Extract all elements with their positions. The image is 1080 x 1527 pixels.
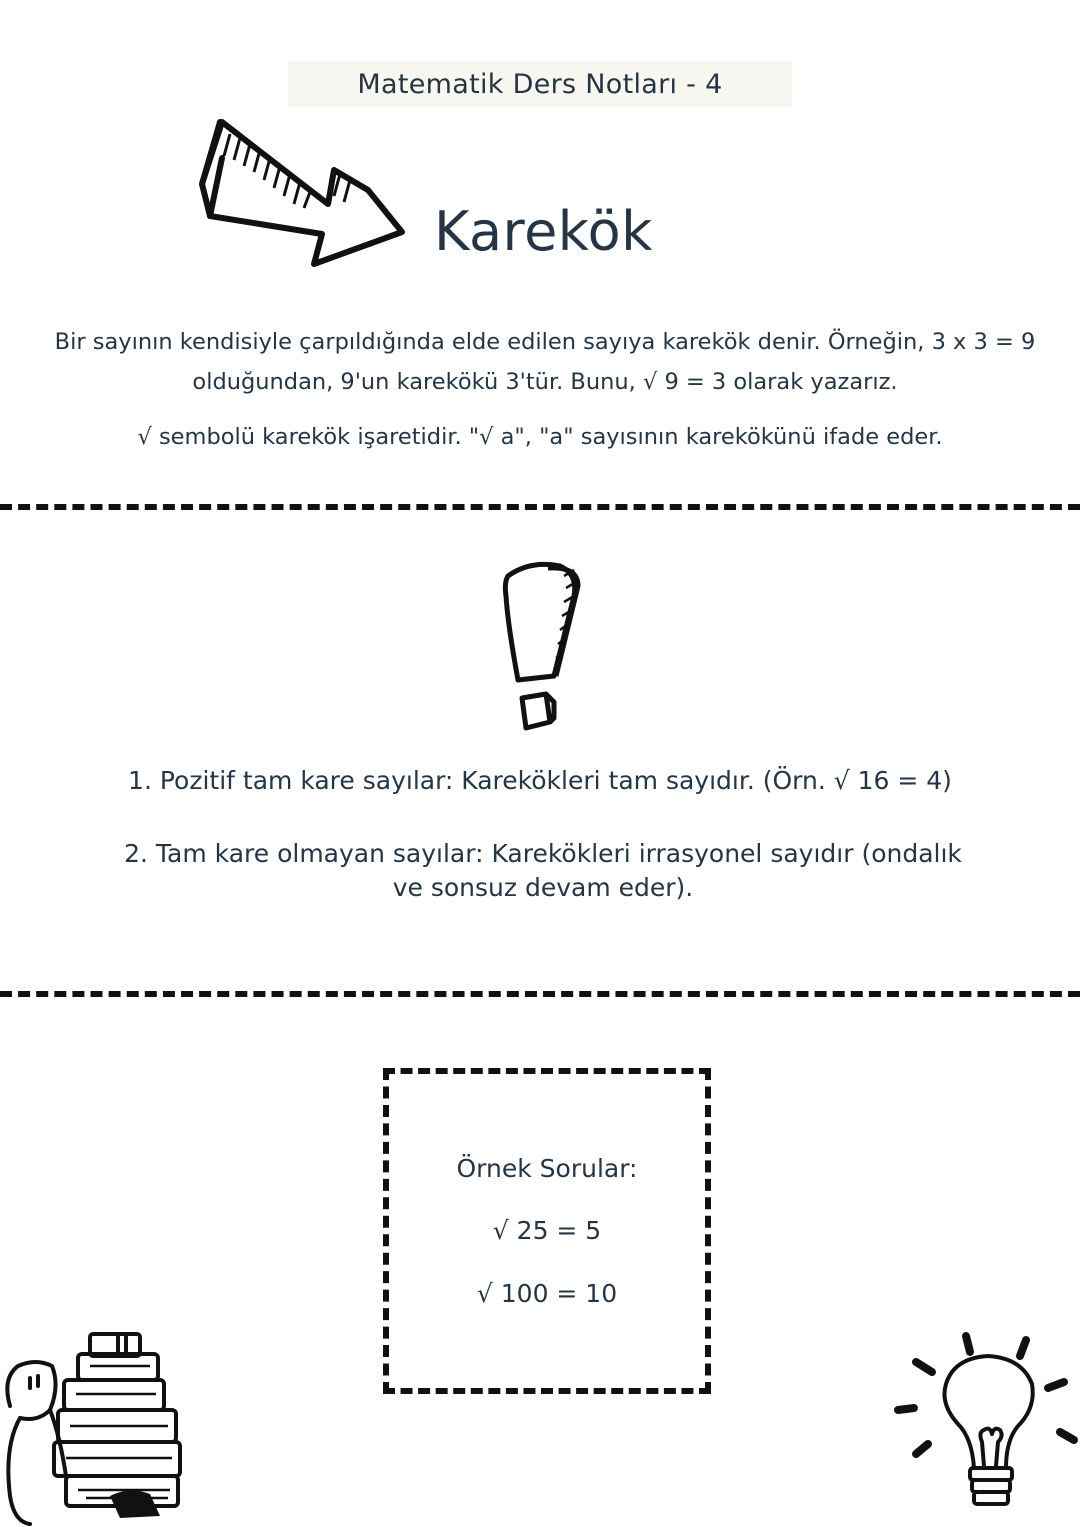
page-title: Karekök (434, 200, 653, 263)
person-books-icon (0, 1326, 195, 1526)
examples-heading: Örnek Sorular: (456, 1154, 638, 1183)
section-divider (0, 991, 1080, 997)
examples-box (383, 1068, 711, 1394)
intro-paragraph (30, 322, 1060, 402)
intro-line-2: olduğundan, 9'un karekökü 3'tür. Bunu, √ 9 = 3 olarak yazarız. (192, 369, 898, 395)
note-item-2 (100, 837, 986, 905)
example-2: √ 100 = 10 (476, 1279, 618, 1308)
note-item-2-line-2: ve sonsuz devam eder). (392, 873, 694, 902)
header-title: Matematik Ders Notları - 4 (357, 68, 723, 100)
lightbulb-icon (888, 1326, 1080, 1526)
arrow-icon (190, 112, 410, 277)
intro-line-1: Bir sayının kendisiyle çarpıldığında elde edilen sayıya karekök denir. Örneğin, 3 x 3 = 9 (54, 329, 1036, 355)
sqrt-definition: √ sembolü karekök işaretidir. "√ a", "a" sayısının karekökünü ifade eder. (137, 424, 943, 450)
note-item-2-line-1: 2. Tam kare olmayan sayılar: Karekökleri irrasyonel sayıdır (ondalık (124, 839, 962, 868)
exclamation-icon (490, 556, 590, 736)
section-divider (0, 504, 1080, 510)
example-1: √ 25 = 5 (492, 1216, 602, 1245)
header-banner (288, 61, 792, 107)
note-item-1: 1. Pozitif tam kare sayılar: Karekökleri tam sayıdır. (Örn. √ 16 = 4) (128, 766, 952, 795)
